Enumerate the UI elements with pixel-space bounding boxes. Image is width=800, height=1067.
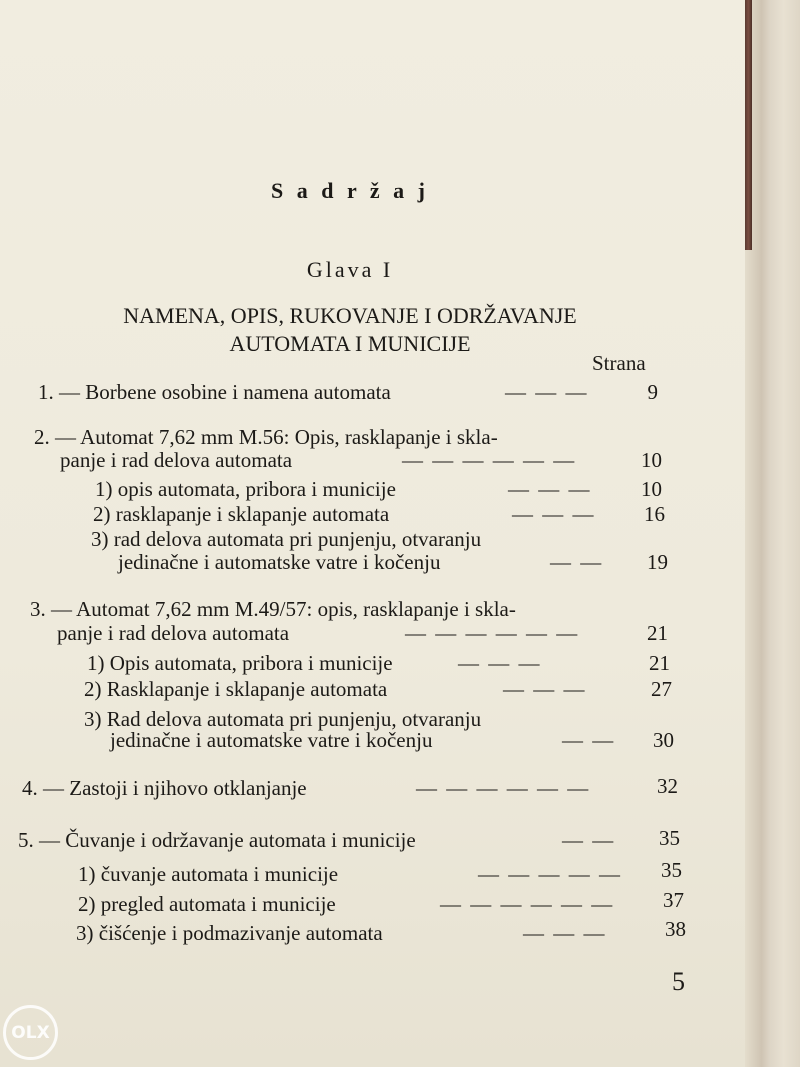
olx-watermark-logo: OLX [3, 1005, 58, 1060]
toc-entry-text: 5. — Čuvanje i održavanje automata i municije [18, 828, 416, 852]
leader-dashes: — — [550, 550, 604, 574]
leader-dashes: — — — [505, 380, 589, 404]
page-number: 37 [663, 888, 684, 912]
leader-dashes: — — — [512, 502, 596, 526]
toc-entry-text: 2. — Automat 7,62 mm M.56: Opis, rasklapanje i skla- [34, 425, 498, 449]
page-number: 19 [647, 550, 668, 574]
toc-entry-text-continued: jedinačne i automatske vatre i kočenju [110, 728, 433, 752]
page-number: 38 [665, 917, 686, 941]
toc-entry-text: 3) Rad delova automata pri punjenju, otvaranju [84, 707, 482, 731]
chapter-title-line-1: NAMENA, OPIS, RUKOVANJE I ODRŽAVANJE [123, 303, 577, 328]
page-number: 16 [644, 502, 665, 526]
page-number: 32 [657, 774, 678, 798]
page-number: 27 [651, 677, 672, 701]
page-number: 10 [641, 477, 662, 501]
toc-entry-text: 1. — Borbene osobine i namena automata [38, 380, 391, 404]
leader-dashes: — — — — — — [402, 448, 577, 472]
page-number: 30 [653, 728, 674, 752]
book-spine [745, 0, 752, 250]
page-number: 9 [647, 380, 658, 404]
book-cover-edge [745, 0, 800, 1067]
toc-entry-text: 1) čuvanje automata i municije [78, 862, 339, 886]
page-number: 21 [649, 651, 670, 675]
toc-entry-text-continued: panje i rad delova automata [60, 448, 293, 472]
toc-entry-text: 3. — Automat 7,62 mm M.49/57: opis, rasklapanje i skla- [30, 597, 516, 621]
folio-page-number: 5 [672, 967, 685, 996]
leader-dashes: — — — — — [478, 862, 622, 886]
chapter-title-line-2: AUTOMATA I MUNICIJE [229, 331, 471, 356]
chapter-number: Glava I [306, 257, 394, 282]
toc-entry-text: 1) Opis automata, pribora i municije [87, 651, 393, 675]
page-column-label: Strana [592, 351, 646, 375]
toc-entry-text: 4. — Zastoji i njihovo otklanjanje [22, 776, 307, 800]
leader-dashes: — — — [508, 477, 592, 501]
toc-entry-text: 1) opis automata, pribora i municije [95, 477, 396, 501]
toc-entry-text: 3) čišćenje i podmazivanje automata [76, 921, 383, 945]
page-number: 35 [659, 826, 680, 850]
leader-dashes: — — — [503, 677, 587, 701]
page-title: S a d r ž a j [271, 178, 429, 203]
page-number: 35 [661, 858, 682, 882]
toc-entry-text: 2) rasklapanje i sklapanje automata [93, 502, 390, 526]
leader-dashes: — — [562, 728, 616, 752]
leader-dashes: — — — — — — [440, 892, 615, 916]
page-number: 21 [647, 621, 668, 645]
page-number: 10 [641, 448, 662, 472]
leader-dashes: — — — — — — [405, 621, 580, 645]
leader-dashes: — — — — — — [416, 776, 591, 800]
leader-dashes: — — [562, 828, 616, 852]
toc-entry-text: 2) pregled automata i municije [78, 892, 336, 916]
toc-entry-text-continued: panje i rad delova automata [57, 621, 290, 645]
leader-dashes: — — — [523, 921, 607, 945]
toc-entry-text-continued: jedinačne i automatske vatre i kočenju [118, 550, 441, 574]
leader-dashes: — — — [458, 651, 542, 675]
toc-entry-text: 3) rad delova automata pri punjenju, otvaranju [91, 527, 482, 551]
toc-entry-text: 2) Rasklapanje i sklapanje automata [84, 677, 388, 701]
